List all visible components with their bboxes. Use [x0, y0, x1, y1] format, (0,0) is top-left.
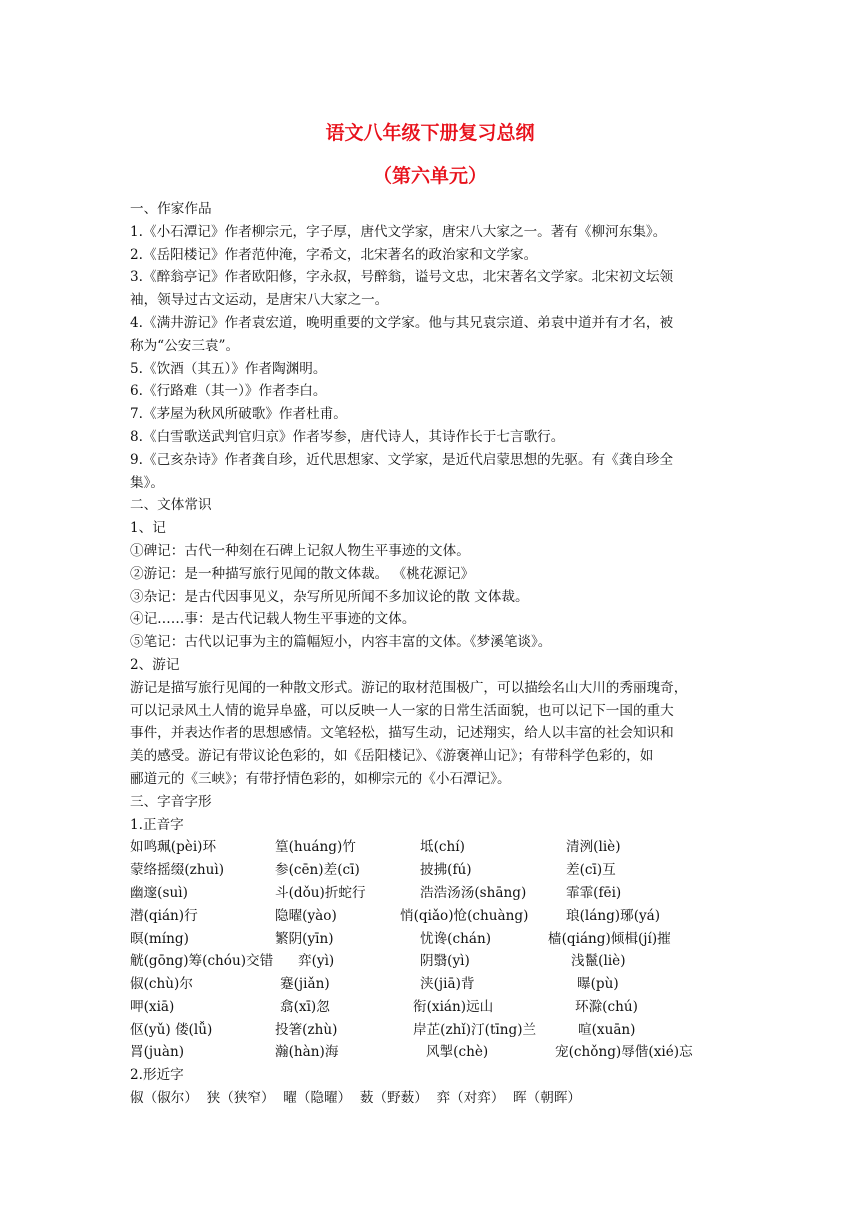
- pronunciation-entry: 清洌(liè): [566, 839, 621, 856]
- pronunciation-entry: 浅鬣(liè): [571, 953, 626, 970]
- pronunciation-entry: 繁阴(yīn): [275, 930, 334, 947]
- subheading-zhengyin: 1.正音字: [130, 816, 184, 833]
- pronunciation-entry: 呷(xiā): [130, 998, 175, 1015]
- youji-paragraph-line: 可以记录风土人情的诡异阜盛，可以反映一人一家的日常生活面貌，也可以记下一国的重大: [130, 702, 674, 719]
- similar-characters-line: 俶（俶尔） 狭（狭窄） 曜（隐曜） 薮（野薮） 弈（对弈） 晖（朝晖）: [130, 1090, 582, 1107]
- pronunciation-entry: 琅(láng)琊(yá): [566, 907, 661, 924]
- pronunciation-entry: 阴翳(yì): [420, 953, 470, 970]
- pronunciation-entry: 斗(dǒu)折蛇行: [275, 884, 366, 901]
- pronunciation-entry: 潜(qián)行: [130, 907, 198, 924]
- pronunciation-entry: 衔(xián)远山: [413, 998, 494, 1015]
- author-item: 袖，领导过古文运动，是唐宋八大家之一。: [130, 292, 389, 309]
- pronunciation-entry: 幽邃(suì): [130, 884, 188, 901]
- pronunciation-row: [130, 882, 734, 905]
- pronunciation-entry: 浩浩汤汤(shāng): [420, 884, 527, 901]
- pronunciation-row: [130, 1019, 734, 1042]
- pronunciation-table: [130, 836, 734, 1064]
- author-item: 集》。: [130, 474, 164, 491]
- pronunciation-entry: 环滁(chú): [575, 998, 638, 1015]
- author-item: 9.《己亥杂诗》作者龚自珍，近代思想家、文学家，是近代启蒙思想的先驱。有《龚自珍全: [130, 451, 674, 468]
- pronunciation-entry: 樯(qiáng)倾楫(jí)摧: [548, 930, 671, 947]
- pronunciation-entry: 差(cī)互: [566, 862, 616, 879]
- author-item: 7.《茅屋为秋风所破歌》作者杜甫。: [130, 406, 347, 423]
- pronunciation-row: [130, 996, 734, 1019]
- pronunciation-entry: 翕(xī)忽: [280, 998, 330, 1015]
- section-heading-genre: 二、文体常识: [130, 497, 212, 514]
- pronunciation-entry: 伛(yǔ) 偻(lǚ): [130, 1021, 213, 1038]
- youji-paragraph-line: 游记是描写旅行见闻的一种散文形式。游记的取材范围极广，可以描绘名山大川的秀丽瑰奇，: [130, 679, 688, 696]
- author-item: 4.《满井游记》作者袁宏道，晚明重要的文学家。他与其兄袁宗道、弟袁中道并有才名，被: [130, 314, 674, 331]
- pronunciation-entry: 瀚(hàn)海: [275, 1044, 339, 1061]
- ji-item: ③杂记：是古代因事见义，杂写所见所闻不多加议论的散 文体裁。: [130, 588, 529, 605]
- youji-paragraph-line: 事件，并表达作者的思想感情。文笔轻松，描写生动，记述翔实，给人以丰富的社会知识和: [130, 725, 674, 742]
- pronunciation-entry: 浃(jiā)背: [420, 976, 475, 993]
- pronunciation-entry: 如鸣珮(pèi)环: [130, 839, 217, 856]
- pronunciation-entry: 悄(qiǎo)怆(chuàng): [400, 907, 529, 924]
- author-item: 1.《小石潭记》作者柳宗元，字子厚，唐代文学家，唐宋八大家之一。著有《柳河东集》。: [130, 223, 667, 240]
- pronunciation-entry: 喧(xuān): [578, 1021, 636, 1038]
- pronunciation-entry: 坻(chí): [420, 839, 465, 856]
- ji-item: ④记……事：是古代记载人物生平事迹的文体。: [130, 611, 416, 628]
- section-heading-pronunciation: 三、字音字形: [130, 793, 212, 810]
- pronunciation-entry: 蹇(jiǎn): [280, 976, 330, 993]
- author-item: 称为“公安三袁”。: [130, 337, 240, 354]
- pronunciation-entry: 披拂(fú): [420, 862, 472, 879]
- pronunciation-row: [130, 905, 734, 928]
- pronunciation-entry: 风掣(chè): [426, 1044, 489, 1061]
- pronunciation-row: [130, 973, 734, 996]
- pronunciation-entry: 俶(chù)尔: [130, 976, 193, 993]
- pronunciation-row: [130, 950, 734, 973]
- pronunciation-entry: 隐曜(yào): [275, 907, 337, 924]
- pronunciation-row: [130, 836, 734, 859]
- section-heading-authors: 一、作家作品: [130, 201, 212, 217]
- pronunciation-row: [130, 859, 734, 882]
- pronunciation-row: [130, 1041, 734, 1064]
- pronunciation-entry: 投箸(zhù): [275, 1021, 338, 1038]
- pronunciation-entry: 罥(juàn): [130, 1044, 185, 1061]
- ji-item: ①碑记：古代一种刻在石碑上记叙人物生平事迹的文体。: [130, 542, 470, 559]
- pronunciation-entry: 暝(míng): [130, 930, 189, 947]
- author-item: 6.《行路难（其一）》作者李白。: [130, 383, 327, 400]
- pronunciation-entry: 篁(huáng)竹: [275, 839, 356, 856]
- ji-item: ②游记：是一种描写旅行见闻的散文体裁。 《桃花源记》: [130, 565, 475, 582]
- document-body: [130, 198, 734, 1110]
- subheading-xingjin: 2.形近字: [130, 1067, 184, 1084]
- subheading-youji: 2、游记: [130, 656, 180, 673]
- youji-paragraph-line: 美的感受。游记有带议论色彩的，如《岳阳楼记》、《游褒禅山记》；有带科学色彩的，如: [130, 748, 654, 765]
- subheading-ji: 1、记: [130, 520, 166, 537]
- pronunciation-entry: 宠(chǒng)辱偕(xié)忘: [555, 1044, 693, 1061]
- page-subtitle: （第六单元）: [372, 165, 487, 187]
- pronunciation-entry: 参(cēn)差(cī): [275, 862, 360, 879]
- author-item: 3.《醉翁亭记》作者欧阳修，字永叔，号醉翁，谥号文忠，北宋著名文学家。北宋初文坛领: [130, 269, 674, 286]
- pronunciation-entry: 忧谗(chán): [420, 930, 492, 947]
- author-item: 8.《白雪歌送武判官归京》作者岑参，唐代诗人，其诗作长于七言歌行。: [130, 428, 565, 445]
- author-item: 2.《岳阳楼记》作者范仲淹，字希文，北宋著名的政治家和文学家。: [130, 246, 538, 263]
- pronunciation-entry: 蒙络摇缀(zhuì): [130, 862, 225, 879]
- pronunciation-entry: 岸芷(zhǐ)汀(tīng)兰: [413, 1021, 537, 1038]
- youji-paragraph-line: 郦道元的《三峡》；有带抒情色彩的，如柳宗元的《小石潭记》。: [130, 770, 511, 787]
- pronunciation-entry: 觥(gōng)筹(chóu)交错: [130, 953, 274, 970]
- pronunciation-entry: 霏霏(fēi): [566, 884, 622, 901]
- author-item: 5.《饮酒（其五）》作者陶渊明。: [130, 360, 327, 377]
- pronunciation-row: [130, 928, 734, 951]
- pronunciation-entry: 曝(pù): [577, 976, 619, 993]
- pronunciation-entry: 弈(yì): [298, 953, 335, 970]
- ji-item: ⑤笔记：古代以记事为主的篇幅短小，内容丰富的文体。《梦溪笔谈》。: [130, 634, 552, 651]
- page-title: 语文八年级下册复习总纲: [325, 122, 535, 144]
